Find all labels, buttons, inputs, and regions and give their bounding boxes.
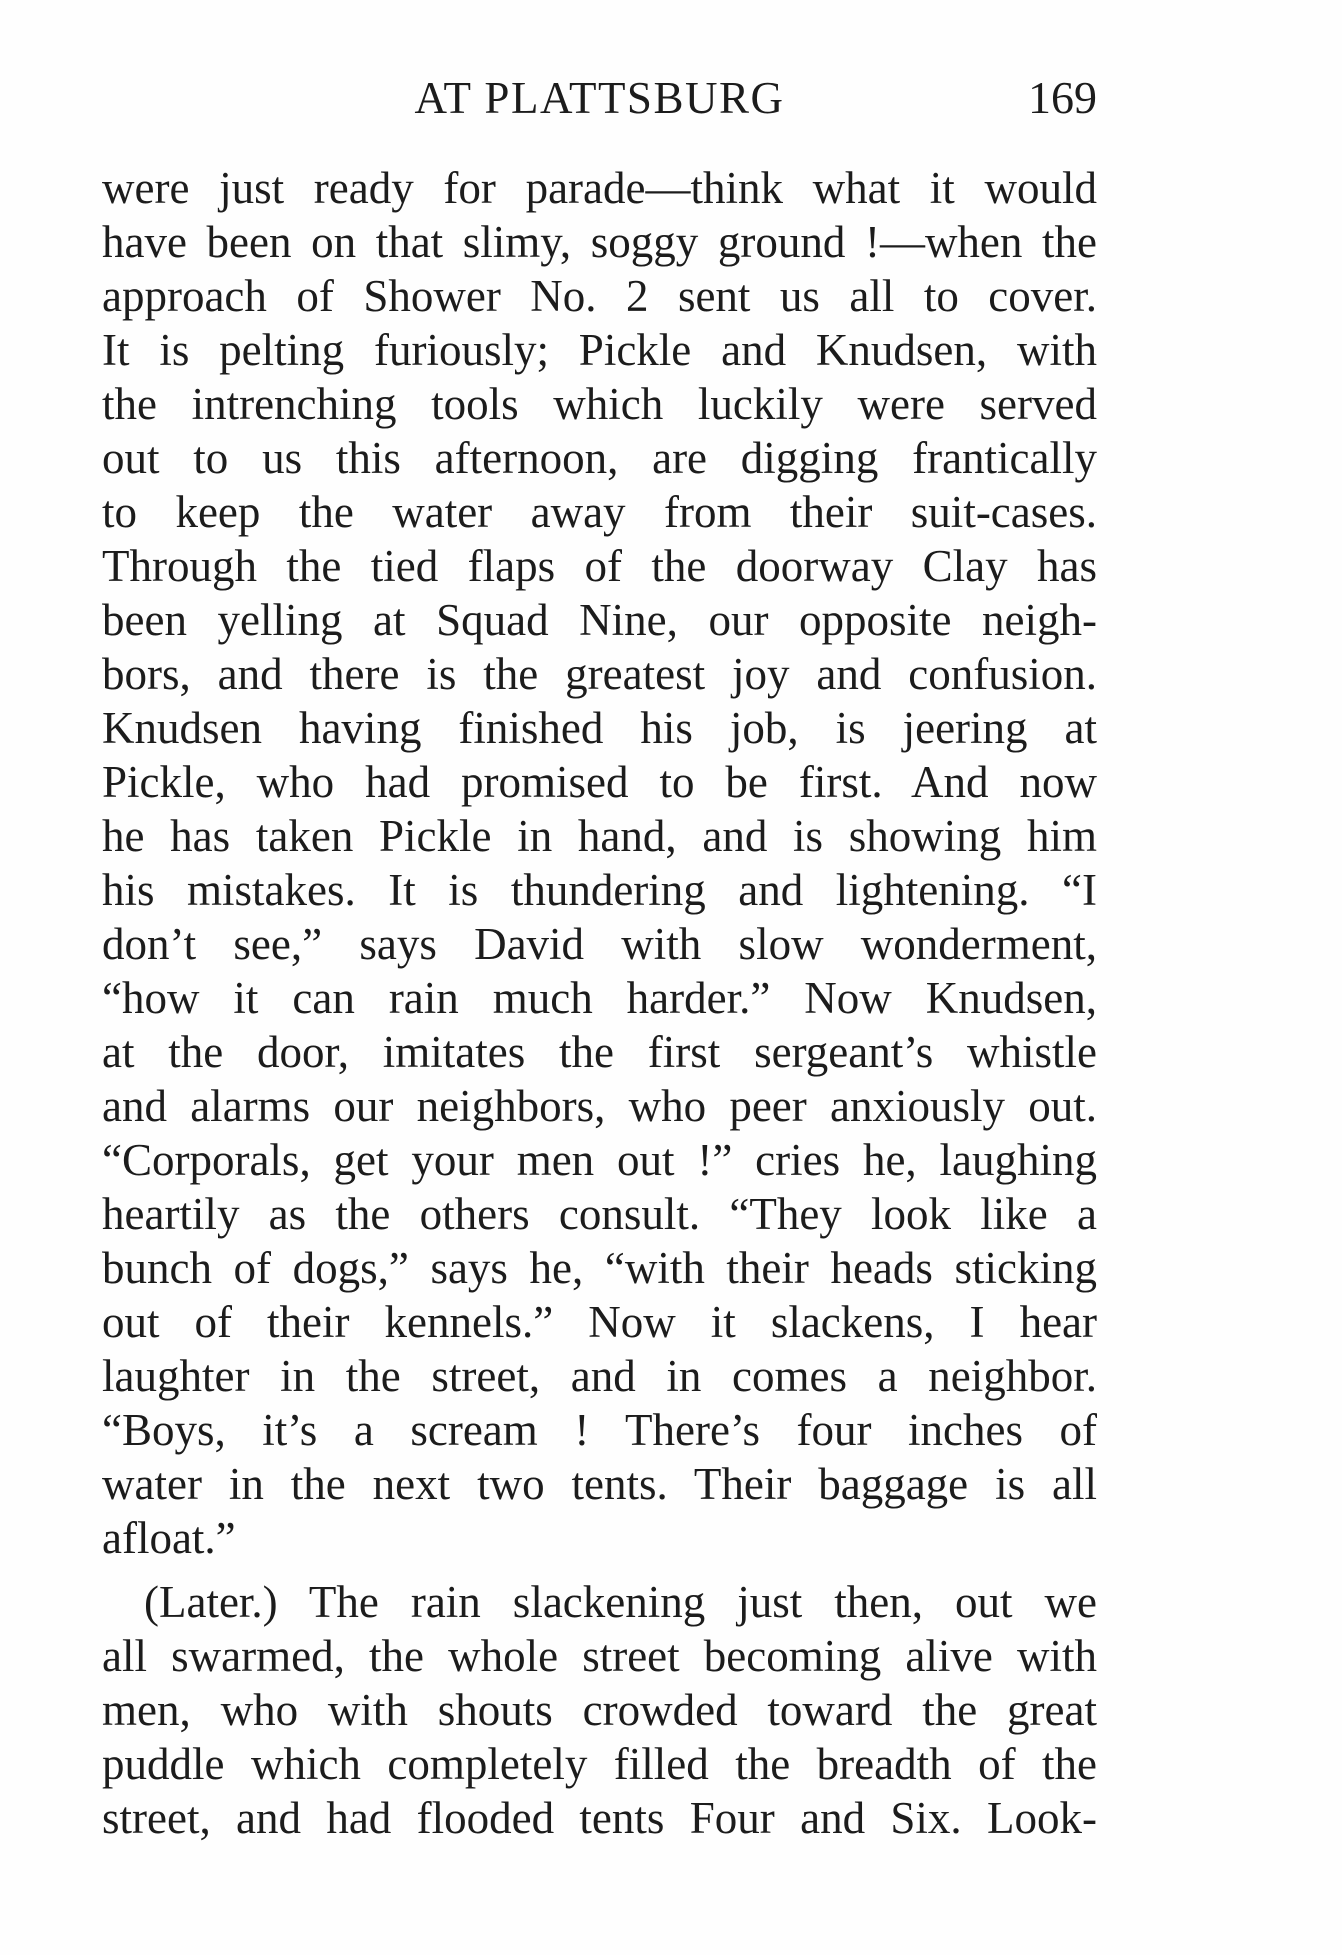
page-number: 169: [1028, 72, 1097, 123]
text-line: It is pelting furiously; Pickle and Knudsen, with: [102, 325, 1097, 375]
text-line: bunch of dogs,” says he, “with their heads sticking: [102, 1243, 1097, 1293]
text-line: afloat.”: [102, 1513, 236, 1563]
text-line: to keep the water away from their suit-cases.: [102, 487, 1097, 537]
running-head: [102, 68, 1097, 128]
body-text: [102, 161, 1097, 1845]
text-line: have been on that slimy, soggy ground !—when the: [102, 217, 1097, 267]
text-line: men, who with shouts crowded toward the great: [102, 1685, 1097, 1735]
text-line: Through the tied flaps of the doorway Clay has: [102, 541, 1097, 591]
text-line: “Corporals, get your men out !” cries he, laughing: [102, 1135, 1097, 1185]
text-line: puddle which completely filled the breadth of the: [102, 1739, 1097, 1789]
text-line: don’t see,” says David with slow wonderment,: [102, 919, 1097, 969]
running-title: AT PLATTSBURG: [414, 73, 785, 123]
text-line: approach of Shower No. 2 sent us all to cover.: [102, 271, 1097, 321]
text-line: were just ready for parade—think what it would: [102, 163, 1097, 213]
paragraph-gap: [102, 1565, 1097, 1575]
text-line: Pickle, who had promised to be first. And now: [102, 757, 1097, 807]
text-line: Knudsen having finished his job, is jeering at: [102, 703, 1097, 753]
text-line: and alarms our neighbors, who peer anxiously out.: [102, 1081, 1097, 1131]
text-line: street, and had flooded tents Four and Six. Look-: [102, 1793, 1097, 1843]
text-line: heartily as the others consult. “They look like a: [102, 1189, 1097, 1239]
text-line: the intrenching tools which luckily were served: [102, 379, 1097, 429]
paragraph: [102, 1575, 1097, 1845]
text-line: out to us this afternoon, are digging frantically: [102, 433, 1097, 483]
text-line: at the door, imitates the first sergeant’s whistle: [102, 1027, 1097, 1077]
text-line: bors, and there is the greatest joy and confusion.: [102, 649, 1097, 699]
paragraph: [102, 161, 1097, 1565]
text-line: he has taken Pickle in hand, and is showing him: [102, 811, 1097, 861]
text-line: “how it can rain much harder.” Now Knudsen,: [102, 973, 1097, 1023]
text-line: his mistakes. It is thundering and lightening. “I: [102, 865, 1097, 915]
text-line: “Boys, it’s a scream ! There’s four inches of: [102, 1405, 1097, 1455]
text-line: laughter in the street, and in comes a neighbor.: [102, 1351, 1097, 1401]
text-line: out of their kennels.” Now it slackens, I hear: [102, 1297, 1097, 1347]
text-line: all swarmed, the whole street becoming alive with: [102, 1631, 1097, 1681]
text-line: water in the next two tents. Their baggage is all: [102, 1459, 1097, 1509]
text-line: (Later.) The rain slackening just then, out we: [144, 1577, 1097, 1627]
text-line: been yelling at Squad Nine, our opposite neigh-: [102, 595, 1097, 645]
